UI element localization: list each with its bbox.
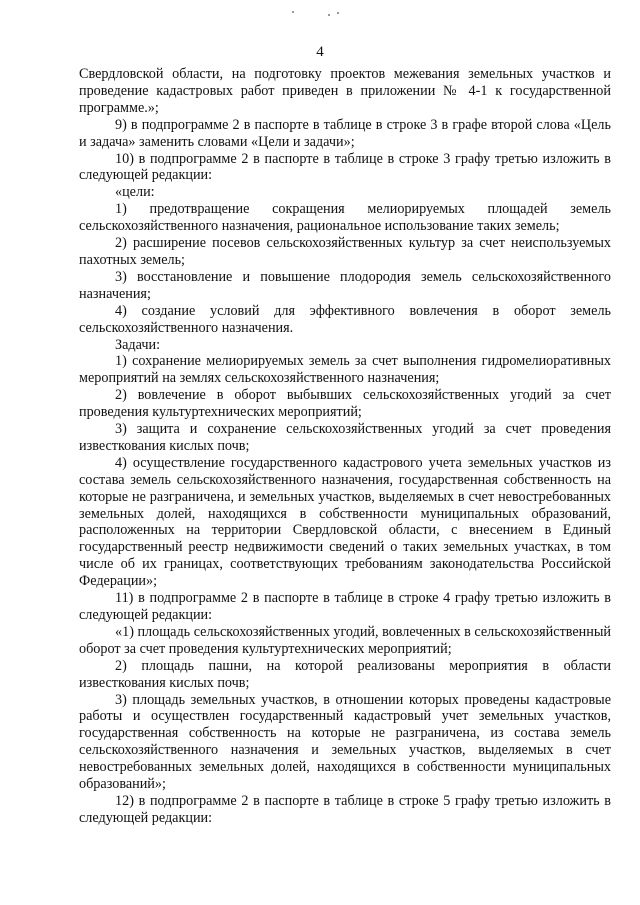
paragraph: 3) площадь земельных участков, в отношении которых проведены кадастровые работы и осуществлен государственный кадастровый учет земельных участков, государственная собственность на которые не разграничена, из состава земель сельскохозяйственного назначения и земельных участков, выделяемых в счет невостребованных земельных долей, находящихся в собственности муниципальных образований»; xyxy=(79,691,611,793)
paragraph: 4) осуществление государственного кадастрового учета земельных участков из состава земель сельскохозяйственного назначения, государственная собственность на которые не разграничена, и земельных участков, выделяемых в счет невостребованных земельных долей, находящихся в собственности муниципальных образований, расположенных на территории Свердловской области, с внесением в Единый государственный реестр недвижимости сведений о таких земельных участках, в том числе об их границах, соответствующих требованиям законодательства Российской Федерации»; xyxy=(79,454,611,590)
paragraph: 10) в подпрограмме 2 в паспорте в таблице в строке 3 графу третью изложить в следующей редакции: xyxy=(79,150,611,184)
paragraph: 12) в подпрограмме 2 в паспорте в таблице в строке 5 графу третью изложить в следующей редакции: xyxy=(79,792,611,826)
paragraph: 1) предотвращение сокращения мелиорируемых площадей земель сельскохозяйственного назначения, рациональное использование таких земель; xyxy=(79,201,611,235)
paragraph: 11) в подпрограмме 2 в паспорте в таблице в строке 4 графу третью изложить в следующей редакции: xyxy=(79,590,611,623)
paragraph: 2) площадь пашни, на которой реализованы мероприятия в области известкования кислых почв; xyxy=(79,657,611,691)
scan-speck xyxy=(328,14,330,16)
scan-speck xyxy=(292,11,294,13)
paragraph: «1) площадь сельскохозяйственных угодий, вовлеченных в сельскохозяйственный оборот за счет проведения культуртехнических мероприятий; xyxy=(79,623,611,657)
paragraph: 2) расширение посевов сельскохозяйственных культур за счет неиспользуемых пахотных земель; xyxy=(79,235,611,268)
paragraph: «цели: xyxy=(115,184,155,201)
document-body xyxy=(79,66,611,827)
scan-speck xyxy=(337,12,339,14)
paragraph: 4) создание условий для эффективного вовлечения в оборот земель сельскохозяйственного назначения. xyxy=(79,302,611,336)
paragraph: 3) защита и сохранение сельскохозяйственных угодий за счет проведения известкования кислых почв; xyxy=(79,421,611,454)
paragraph: Свердловской области, на подготовку проектов межевания земельных участков и проведение кадастровых работ приведен в приложении № 4-1 к государственной программе.»; xyxy=(79,66,611,116)
paragraph: Задачи: xyxy=(115,336,161,353)
paragraph: 1) сохранение мелиорируемых земель за счет выполнения гидромелиоративных мероприятий на землях сельскохозяйственного назначения; xyxy=(79,353,611,387)
paragraph: 3) восстановление и повышение плодородия земель сельскохозяйственного назначения; xyxy=(79,268,611,302)
paragraph: 2) вовлечение в оборот выбывших сельскохозяйственных угодий за счет проведения культуртехнических мероприятий; xyxy=(79,387,611,421)
paragraph: 9) в подпрограмме 2 в паспорте в таблице в строке 3 в графе второй слова «Цель и задача» заменить словами «Цели и задачи»; xyxy=(79,116,611,150)
page-number: 4 xyxy=(316,44,324,60)
